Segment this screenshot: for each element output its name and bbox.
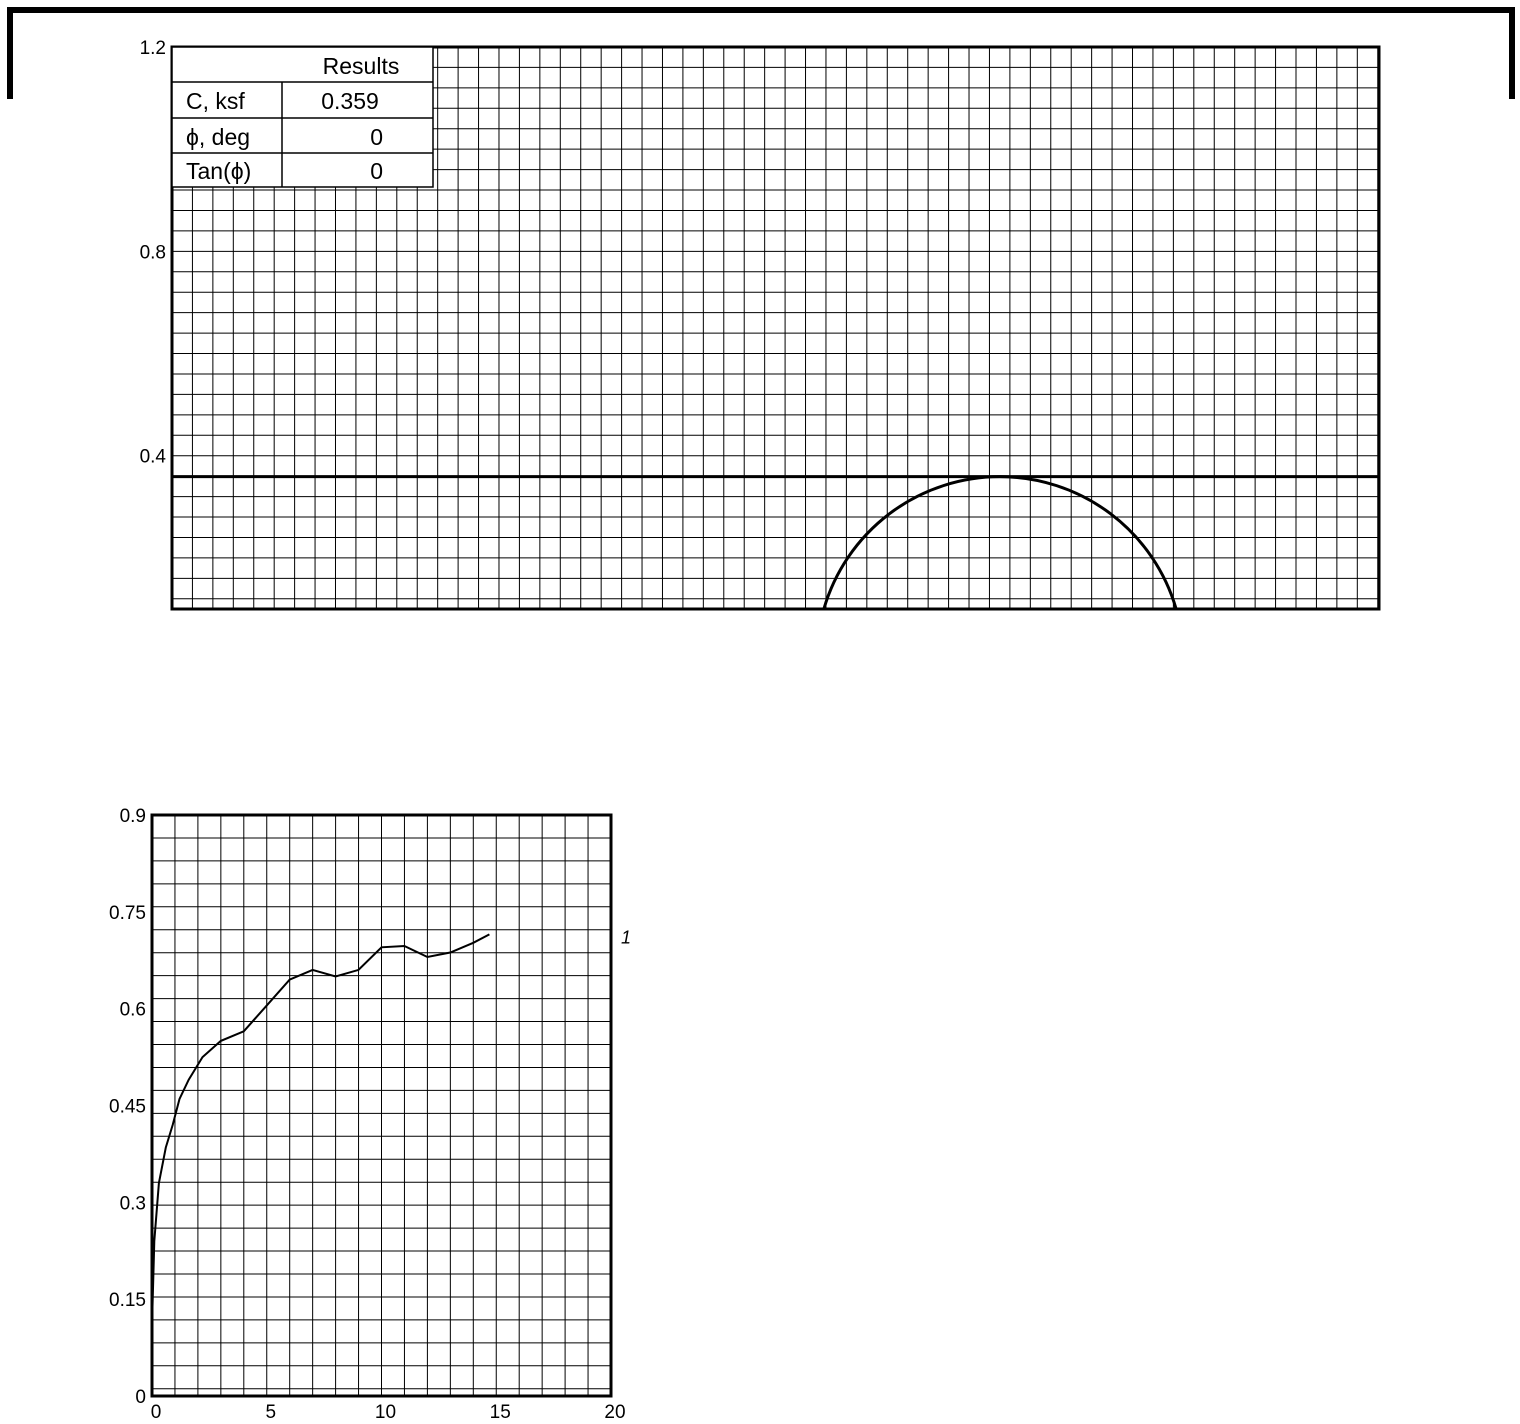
- y-tick-label: 0.3: [119, 1193, 146, 1215]
- x-tick-label: 5: [265, 1402, 277, 1423]
- mohr-chart-y-axis: [140, 38, 167, 468]
- series-label: 1: [621, 927, 632, 948]
- tan-phi-value: 0: [370, 158, 383, 184]
- y-tick-label: 0.15: [109, 1290, 146, 1312]
- cohesion-label: C, ksf: [186, 88, 245, 114]
- y-tick-label: 0.8: [139, 242, 166, 264]
- x-tick-label: 20: [604, 1402, 626, 1423]
- curve-chart-x-axis: [151, 1402, 626, 1423]
- y-tick-label: 0: [135, 1387, 146, 1408]
- curve-chart-grid: [152, 815, 611, 1396]
- curve-chart-y-axis: [109, 806, 146, 1408]
- mohr-circle-chart: [140, 38, 1379, 609]
- x-tick-label: 15: [489, 1402, 511, 1423]
- curve-chart-marks: [152, 927, 631, 1325]
- stress-strain-chart: [109, 806, 631, 1423]
- series-line: [152, 934, 489, 1325]
- results-header: Results: [322, 53, 400, 79]
- tan-phi-label: Tan(ϕ): [186, 158, 252, 184]
- results-table: [172, 47, 433, 187]
- cohesion-value: 0.359: [321, 88, 379, 114]
- y-tick-label: 0.9: [119, 806, 146, 827]
- x-tick-label: 10: [374, 1402, 397, 1423]
- y-tick-label: 0.75: [109, 902, 146, 924]
- y-tick-label: 0.45: [109, 1096, 146, 1118]
- y-tick-label: 0.6: [119, 999, 146, 1021]
- y-tick-label: 0.4: [139, 446, 166, 468]
- x-tick-label: 0: [150, 1402, 162, 1423]
- friction-angle-value: 0: [370, 124, 383, 150]
- y-tick-label: 1.2: [139, 38, 166, 59]
- friction-angle-label: ϕ, deg: [186, 124, 251, 150]
